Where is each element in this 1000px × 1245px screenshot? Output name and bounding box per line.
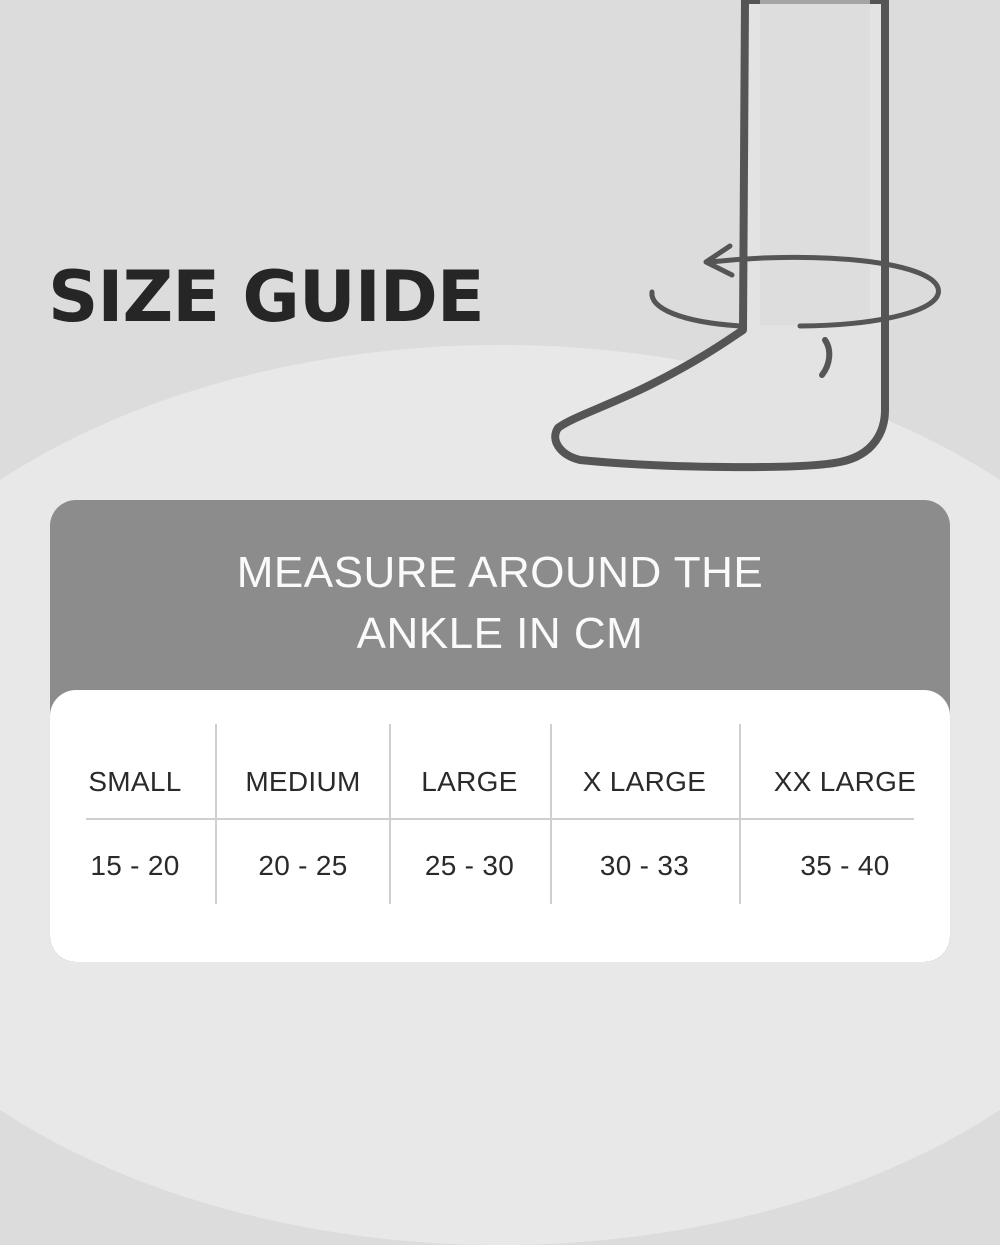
card-heading bbox=[50, 542, 950, 664]
size-chart-card bbox=[50, 500, 950, 962]
card-heading-line-1: MEASURE AROUND THE bbox=[236, 548, 764, 597]
card-heading-line-2: ANKLE IN CM bbox=[356, 609, 644, 658]
size-range-xx-large: 35 - 40 bbox=[800, 850, 890, 881]
column-divider bbox=[739, 724, 741, 904]
size-label-large: LARGE bbox=[421, 766, 518, 797]
size-range-small: 15 - 20 bbox=[90, 850, 180, 881]
size-label-small: SMALL bbox=[88, 766, 182, 797]
size-range-x-large: 30 - 33 bbox=[599, 850, 690, 881]
size-label-x-large: X LARGE bbox=[582, 766, 707, 797]
ankle-measure-illustration bbox=[540, 0, 960, 480]
size-range-medium: 20 - 25 bbox=[258, 850, 348, 881]
column-divider bbox=[215, 724, 217, 904]
size-table bbox=[50, 690, 950, 962]
size-range-large: 25 - 30 bbox=[424, 850, 515, 881]
row-divider bbox=[86, 818, 914, 820]
page-title: SIZE GUIDE bbox=[48, 256, 484, 338]
measuring-loop-front bbox=[652, 292, 740, 326]
size-label-medium: MEDIUM bbox=[245, 766, 361, 797]
size-label-xx-large: XX LARGE bbox=[773, 766, 917, 797]
